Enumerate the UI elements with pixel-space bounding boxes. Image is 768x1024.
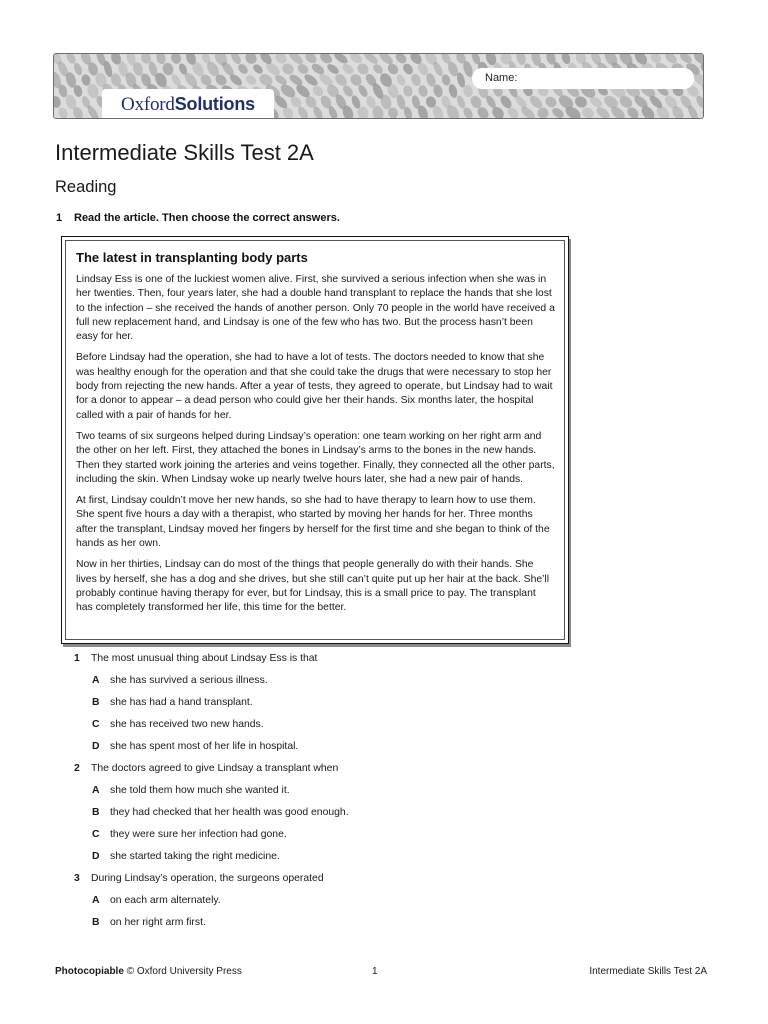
page-number: 1 (372, 966, 378, 977)
answer-option[interactable] (92, 673, 574, 689)
task-instruction (56, 212, 340, 224)
photocopiable-label: Photocopiable (55, 966, 124, 977)
option-letter: D (92, 741, 100, 752)
name-label: Name: (485, 72, 518, 84)
oxford-solutions-logo (102, 89, 274, 119)
banner-pill (515, 54, 527, 66)
banner-pill (402, 84, 414, 98)
question (74, 871, 574, 887)
answer-option[interactable] (92, 827, 574, 843)
banner-pill (357, 84, 370, 99)
question-number: 3 (74, 873, 80, 884)
option-text: she has received two new hands. (110, 719, 264, 730)
banner-pill (236, 62, 249, 75)
banner-pill (251, 63, 264, 76)
question-text: During Lindsay’s operation, the surgeons operated (91, 873, 324, 884)
question (74, 761, 574, 777)
banner-pill (410, 73, 423, 88)
option-text: she has survived a serious illness. (110, 675, 268, 686)
option-text: on each arm alternately. (110, 895, 221, 906)
banner-pill (440, 73, 451, 86)
task-text: Read the article. Then choose the correct answers. (74, 212, 340, 224)
banner-pill (348, 54, 364, 65)
banner-pill (244, 73, 258, 86)
question-text: The doctors agreed to give Lindsay a transplant when (91, 763, 339, 774)
question (74, 651, 574, 667)
article-paragraph: Before Lindsay had the operation, she had to have a lot of tests. The doctors needed to know that she was healthy enough for the operation and that she could take the drugs that were necessary to stop her body from rejecting the new hands. After a year of tests, they agreed to operate, but Lindsay had to wait for a donor to appear – a dead person who could give her their hands. Six months later, the hospital called with a pair of hands for her. (76, 352, 553, 421)
copyright-text: © Oxford University Press (126, 966, 242, 977)
banner-pill (550, 106, 565, 119)
option-letter: B (92, 697, 100, 708)
option-text: she started taking the right medicine. (110, 851, 280, 862)
section-heading: Reading (55, 178, 117, 196)
option-text: they had checked that her health was good enough. (110, 807, 349, 818)
banner-pill (318, 54, 334, 66)
answer-option[interactable] (92, 805, 574, 821)
banner-pill (332, 54, 349, 66)
page-title: Intermediate Skills Test 2A (55, 140, 314, 165)
banner-pill (54, 95, 62, 109)
article-paragraph: Lindsay Ess is one of the luckiest women alive. First, she survived a serious infection when she was in her twenties. Then, four years later, she had a double hand transplant to replace the hands that she lost to the infection – she received the hands of another person. Only 70 people in the world have received a full new replacement hand, and Lindsay is one of the few who has two. But the process hasn’t been easy for her. (76, 274, 555, 343)
banner-pill (362, 54, 380, 66)
option-letter: B (92, 917, 100, 928)
banner-pill (229, 54, 243, 66)
footer-copyright (55, 966, 242, 977)
article-box (61, 236, 569, 644)
option-letter: A (92, 785, 100, 796)
banner-pill (243, 54, 259, 66)
option-letter: C (92, 719, 100, 730)
logo-regular-text: Oxford (121, 93, 175, 115)
question-text: The most unusual thing about Lindsay Ess is that (91, 653, 318, 664)
option-letter: A (92, 675, 100, 686)
article-paragraph: Two teams of six surgeons helped during Lindsay’s operation: one team working on her right arm and the other on her left. First, they attached the bones in Lindsay’s arms to the bones in the new hands. Then they started work joining the arteries and veins together. Finally, they connected all the other parts, including the skin. When Lindsay woke up nearly twelve hours later, she had a new pair of hands. (76, 430, 555, 485)
question-number: 2 (74, 763, 80, 774)
banner-pill (395, 73, 407, 87)
answer-option[interactable] (92, 717, 574, 733)
banner-pill (303, 54, 318, 65)
banner-pill (543, 94, 558, 109)
banner-pill (455, 94, 467, 109)
banner-pill (72, 62, 83, 77)
banner-pill (326, 62, 341, 76)
answer-option[interactable] (92, 695, 574, 711)
option-text: they were sure her infection had gone. (110, 829, 287, 840)
answer-option[interactable] (92, 915, 574, 931)
option-text: she has spent most of her life in hospital. (110, 741, 299, 752)
question-list (74, 651, 574, 931)
banner-pill (386, 62, 401, 77)
option-letter: D (92, 851, 100, 862)
option-letter: A (92, 895, 100, 906)
header-banner (53, 53, 704, 119)
footer-test-name: Intermediate Skills Test 2A (589, 966, 707, 977)
name-field[interactable] (472, 68, 694, 89)
banner-pill (594, 105, 611, 119)
logo-bold-text: Solutions (174, 93, 255, 114)
banner-pill (371, 62, 384, 75)
question-number: 1 (74, 653, 80, 664)
banner-pill (273, 73, 288, 86)
article-paragraph: At first, Lindsay couldn’t move her new hands, so she had to have therapy to learn how to use them. She spent five hours a day with a therapist, who started by moving her hands for her. Three months after the transplant, Lindsay moved her fingers by herself for the first time and she began to think of the hands as her own. (76, 495, 550, 550)
answer-option[interactable] (92, 849, 574, 865)
option-letter: C (92, 829, 100, 840)
article-paragraph: Now in her thirties, Lindsay can do most of the things that people generally do with their hands. She lives by herself, she has a dog and she drives, but she still can’t quite put up her hair at the back. She’ll probably continue having therapy for ever, but for Lindsay, this is a small price to pay. The transplant has completely transformed her life, this time for the better. (76, 559, 550, 614)
banner-pill (302, 72, 319, 88)
banner-pill (447, 83, 458, 99)
banner-pill (57, 106, 69, 119)
banner-pill (170, 54, 183, 65)
banner-pill (341, 62, 356, 76)
option-text: she has had a hand transplant. (110, 697, 253, 708)
answer-option[interactable] (92, 783, 574, 799)
task-number: 1 (56, 212, 63, 224)
article-title: The latest in transplanting body parts (76, 250, 308, 265)
banner-pill (417, 84, 429, 98)
banner-pill (401, 62, 415, 76)
option-text: on her right arm first. (110, 917, 206, 928)
answer-option[interactable] (92, 739, 574, 755)
option-letter: B (92, 807, 100, 818)
answer-option[interactable] (92, 893, 574, 909)
option-text: she told them how much she wanted it. (110, 785, 290, 796)
banner-pill (296, 62, 310, 76)
